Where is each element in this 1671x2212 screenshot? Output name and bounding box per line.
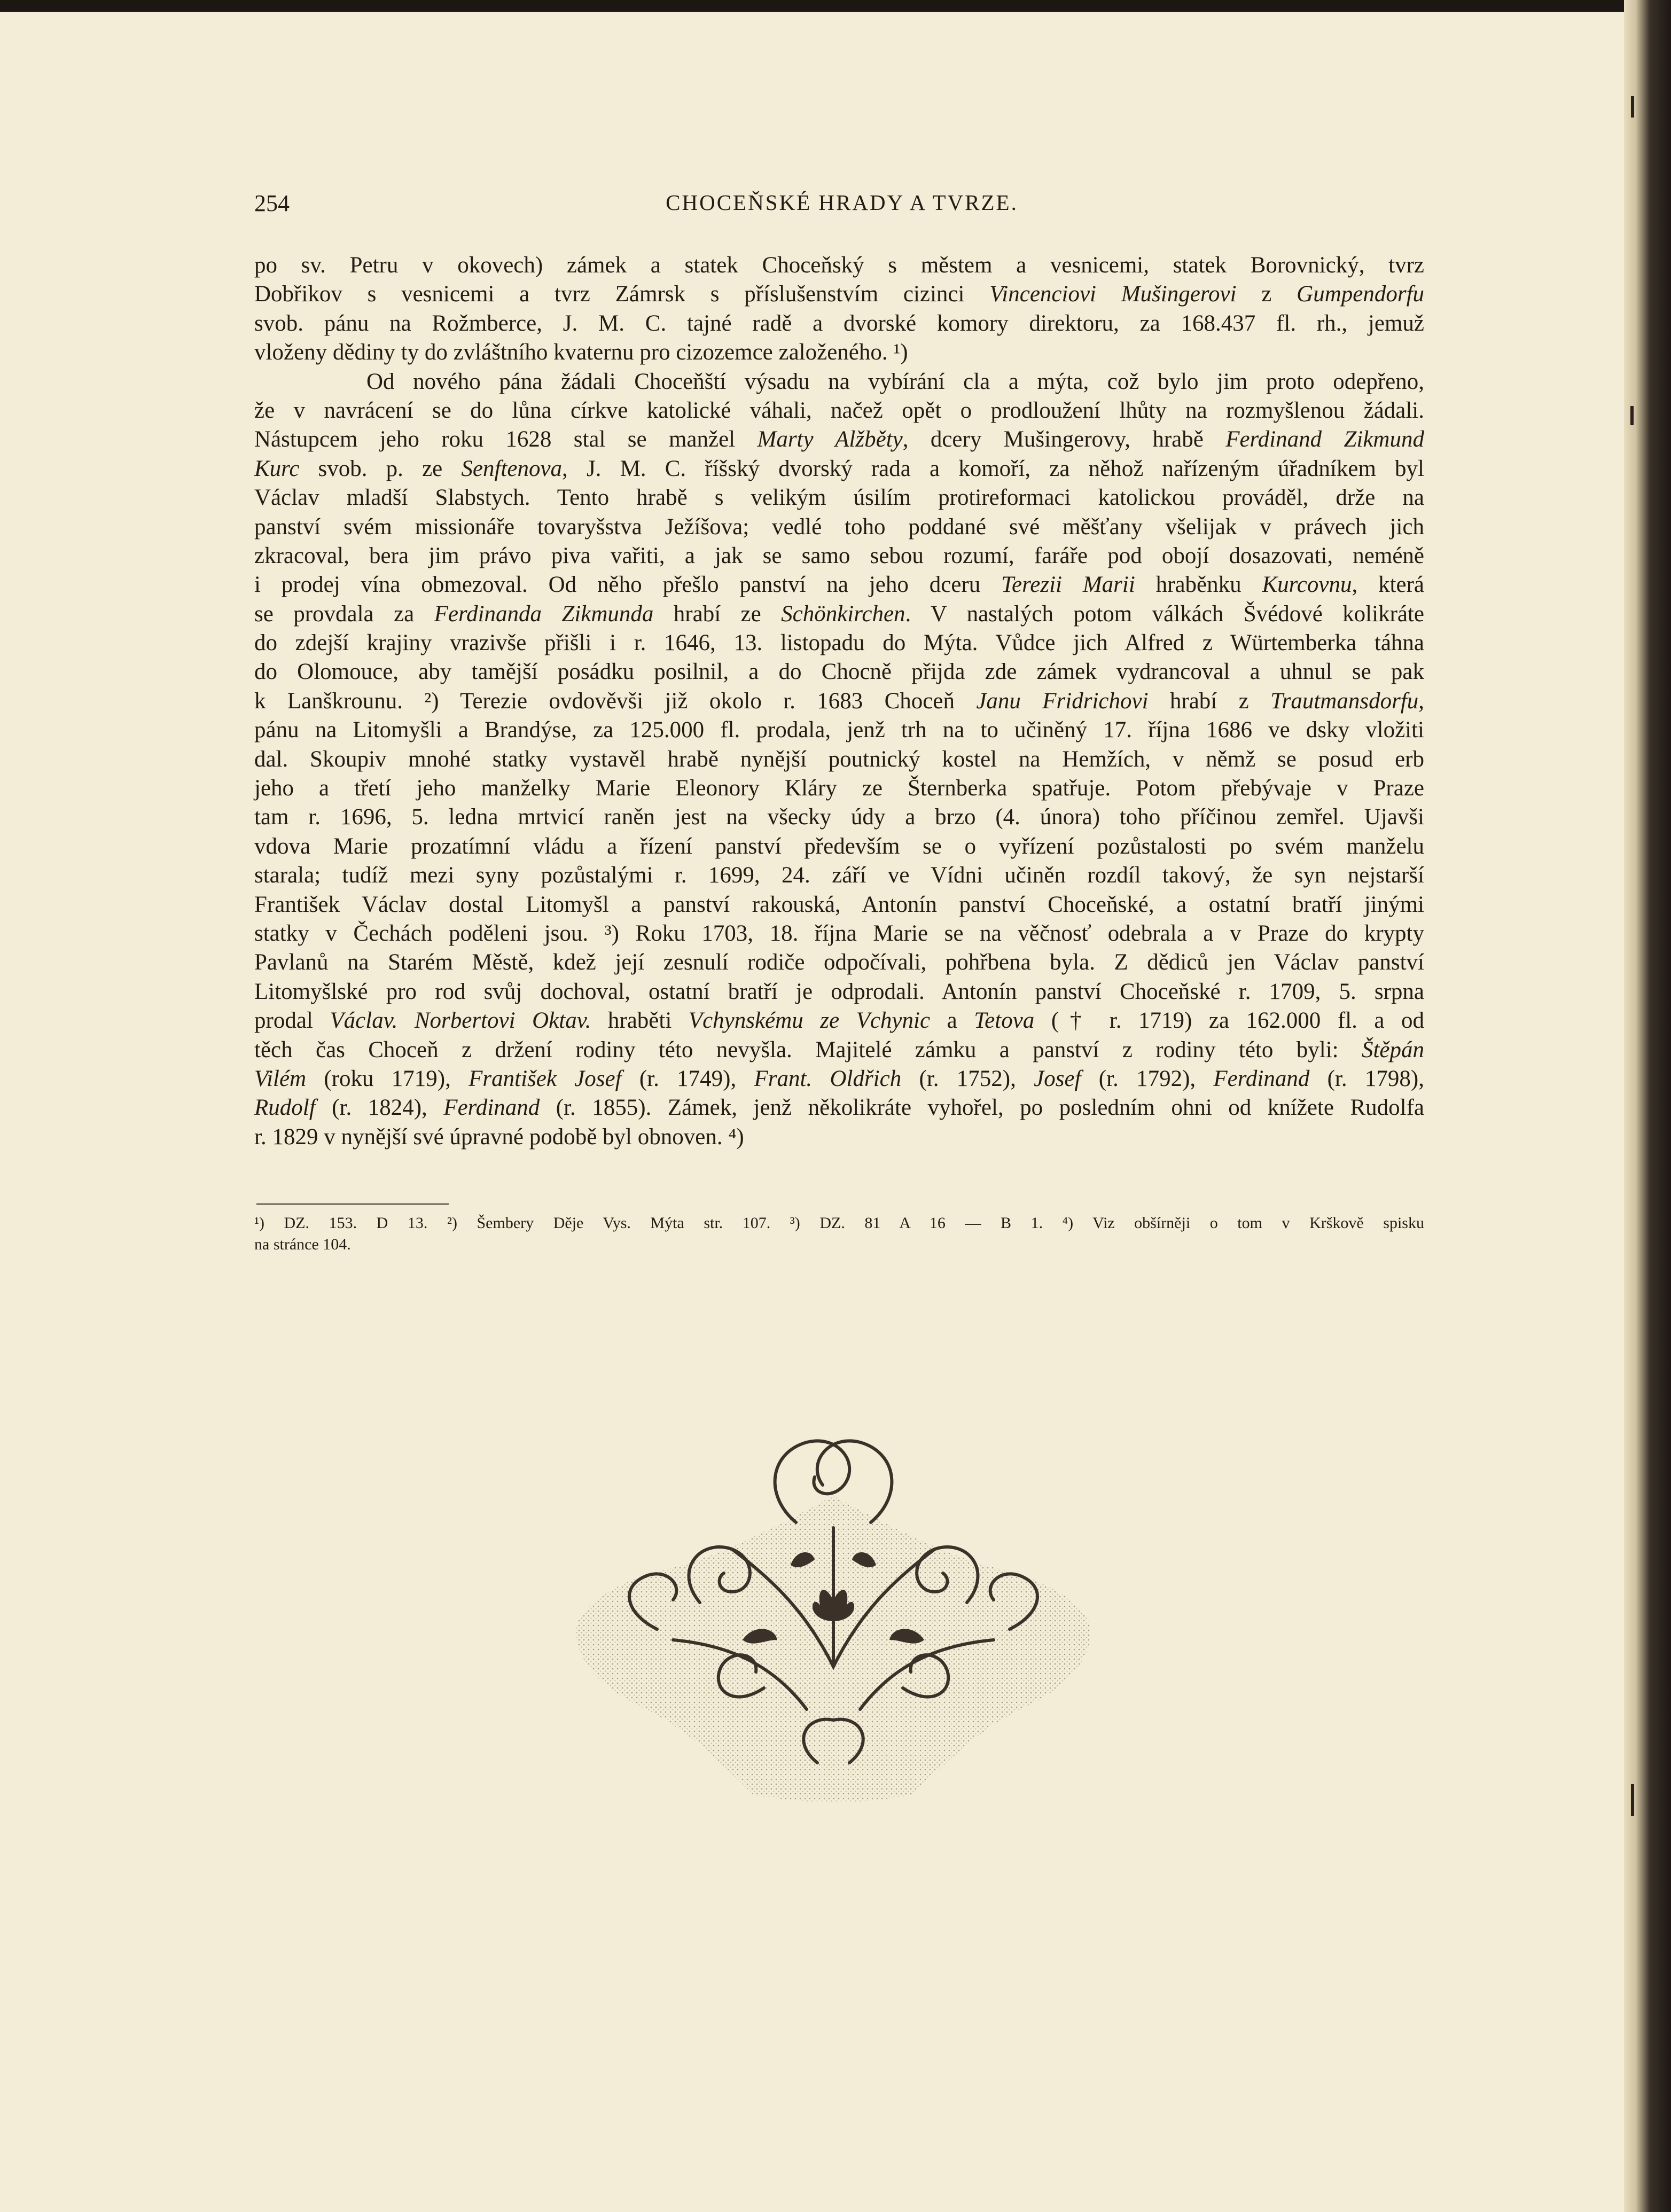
text-run: jeho a třetí jeho manželky Marie Eleonory Kláry ze Šternberka spatřuje. Potom přebývaje v Praze xyxy=(254,776,1424,801)
text-run: panství svém missionáře tovaryšstva Ježíšova; vedlé toho poddané své měšťany všelijak v právech jich xyxy=(254,514,1424,540)
text-run: Nástupcem jeho roku 1628 stal se manžel xyxy=(254,427,758,452)
text-line xyxy=(254,861,1424,890)
text-line xyxy=(254,658,1424,686)
text-run: vloženy dědiny ty do zvláštního kvaternu pro cizozemce založeného. ¹) xyxy=(254,340,908,365)
chapter-title: CHOCEŇSKÉ HRADY A TVRZE. xyxy=(666,190,1018,215)
italic-name: Kurc xyxy=(254,456,300,481)
text-run: že v navrácení se do lůna církve katolické váhali, načež opět o prodloužení lhůty na rozmyšlenou žádali. xyxy=(254,397,1424,423)
italic-name: Gumpendorfu xyxy=(1297,282,1425,307)
italic-name: Václav. Norbertovi Oktav. xyxy=(330,1008,591,1034)
text-run: na stránce 104. xyxy=(254,1236,351,1253)
text-run: , dcery Mušingerovy, hrabě xyxy=(902,427,1226,452)
text-line xyxy=(254,570,1424,599)
text-run: (r. 1824), xyxy=(315,1095,444,1121)
text-run: z xyxy=(1236,282,1297,307)
scan-right-edge xyxy=(1624,0,1671,2212)
text-run: do zdejší krajiny vrazivše přišli i r. 1646, 13. listopadu do Mýta. Vůdce jich Alfred z Würtemberka táhna xyxy=(254,630,1424,656)
binding-mark xyxy=(1631,96,1634,118)
text-line xyxy=(254,832,1424,861)
text-run: (r. 1798), xyxy=(1309,1066,1424,1091)
text-run: se provdala za xyxy=(254,601,434,627)
text-run: (r. 1792), xyxy=(1081,1066,1214,1091)
text-line xyxy=(254,1065,1424,1093)
text-line xyxy=(254,600,1424,629)
text-run: hraběti xyxy=(591,1008,689,1034)
italic-name: Tetova xyxy=(974,1008,1035,1034)
text-run: po sv. Petru v okovech) zámek a statek Choceňský s městem a vesnicemi, statek Borovnický, tvrz xyxy=(254,253,1424,278)
italic-name: Frant. Oldřich xyxy=(754,1066,902,1091)
text-run: k Lanškrounu. ²) Terezie ovdověvši již okolo r. 1683 Choceň xyxy=(254,688,977,714)
italic-name: Ferdinand xyxy=(443,1095,540,1121)
text-line xyxy=(254,483,1424,512)
text-run: svob. p. ze xyxy=(299,456,462,481)
text-run: i prodej vína obmezoval. Od něho přešlo panství na jeho dceru xyxy=(254,572,1002,598)
italic-name: Schönkirchen xyxy=(781,601,905,627)
italic-name: Ferdinand xyxy=(1213,1066,1310,1091)
text-line xyxy=(254,513,1424,542)
text-run: dal. Skoupiv mnohé statky vystavěl hrabě nynější poutnický kostel na Hemžích, v němž se posud erb xyxy=(254,746,1424,772)
text-run: pánu na Litomyšli a Brandýse, za 125.000 fl. prodala, jenž trh na to učiněný 17. října 1686 ve dsky vložiti xyxy=(254,717,1424,743)
text-run: František Václav dostal Litomyšl a panství rakouská, Antonín panství Choceňské, a ostatní bratří jinými xyxy=(254,892,1424,917)
text-line xyxy=(254,542,1424,570)
text-line xyxy=(254,716,1424,745)
text-line xyxy=(254,774,1424,803)
italic-name: Janu Fridrichovi xyxy=(976,688,1149,714)
footnote-line xyxy=(254,1234,1424,1255)
text-line xyxy=(254,919,1424,948)
italic-name: Štěpán xyxy=(1361,1037,1424,1062)
text-run: (r. 1855). Zámek, jenž několikráte vyhořel, po posledním ohni od knížete Rudolfa xyxy=(540,1095,1424,1121)
italic-name: Vchynskému ze Vchynic xyxy=(688,1008,931,1034)
body-text xyxy=(254,251,1424,1152)
text-line xyxy=(254,890,1424,919)
italic-name: Trautmansdorfu xyxy=(1270,688,1419,714)
text-run: († r. 1719) za 162.000 fl. a od xyxy=(1034,1008,1424,1034)
text-run: vdova Marie prozatímní vládu a řízení panství především se o vyřízení pozůstalosti po svém manželu xyxy=(254,833,1424,859)
italic-name: Vincenciovi Mušingerovi xyxy=(989,282,1237,307)
text-run: . V nastalých potom válkách Švédové kolikráte xyxy=(905,601,1425,627)
footnote-line xyxy=(254,1213,1424,1234)
text-line xyxy=(254,396,1424,425)
text-run: (r. 1752), xyxy=(901,1066,1034,1091)
italic-name: Vilém xyxy=(254,1066,307,1091)
text-line xyxy=(254,368,1424,396)
text-line xyxy=(254,948,1424,977)
text-run: do Olomouce, aby tamější posádku posilnil, a do Chocně přijda zde zámek vydrancoval a uhnul se pak xyxy=(254,659,1424,685)
text-run: svob. pánu na Rožmberce, J. M. C. tajné radě a dvorské komory direktoru, za 168.437 fl. rh., jemuž xyxy=(254,310,1424,336)
text-run: starala; tudíž mezi syny pozůstalými r. 1699, 24. září ve Vídni učiněn rozdíl takový, že syn nejstarší xyxy=(254,863,1424,888)
text-run: Dobřikov s vesnicemi a tvrz Zámrsk s příslušenstvím cizinci xyxy=(254,282,990,307)
text-line xyxy=(254,280,1424,309)
text-run: hrabí z xyxy=(1148,688,1271,714)
text-run: těch čas Choceň z držení rodiny této nevyšla. Majitelé zámku a panství z rodiny této byli: xyxy=(254,1037,1362,1062)
italic-name: Ferdinand Zikmund xyxy=(1225,427,1424,452)
text-line xyxy=(254,1036,1424,1065)
text-run: Pavlanů na Starém Městě, kdež její zesnulí rodiče odpočívali, pohřbena byla. Z dědiců jen Václav panství xyxy=(254,950,1424,975)
text-line xyxy=(254,978,1424,1006)
italic-name: Josef xyxy=(1034,1066,1081,1091)
text-run: Od nového pána žádali Choceňští výsadu na vybírání cla a mýta, což bylo jim proto odepřeno, xyxy=(366,369,1424,394)
italic-name: František Josef xyxy=(468,1066,622,1091)
text-run: (roku 1719), xyxy=(306,1066,469,1091)
text-run: prodal xyxy=(254,1008,330,1034)
text-run: Litomyšlské pro rod svůj dochoval, ostatní bratří je odprodali. Antonín panství Choceňské r. 1709, 5. srpna xyxy=(254,979,1424,1004)
italic-name: Rudolf xyxy=(254,1095,316,1121)
text-line xyxy=(254,425,1424,454)
text-run: hrabí ze xyxy=(653,601,782,627)
text-run: , která xyxy=(1352,572,1425,598)
text-line xyxy=(254,251,1424,280)
text-line xyxy=(254,338,1424,367)
footnote-rule xyxy=(256,1203,449,1205)
text-run: tam r. 1696, 5. ledna mrtvicí raněn jest na všecky údy a brzo (4. února) toho příčinou zemřel. Ujavši xyxy=(254,804,1424,830)
italic-name: Marty Alžběty xyxy=(757,427,903,452)
text-line xyxy=(254,1123,1424,1152)
text-run: , xyxy=(1418,688,1425,714)
page-number: 254 xyxy=(254,190,290,216)
text-run: hraběnku xyxy=(1135,572,1262,598)
text-run: a xyxy=(930,1008,974,1034)
text-line xyxy=(254,1006,1424,1035)
text-run: (r. 1749), xyxy=(621,1066,754,1091)
text-run: Václav mladší Slabstych. Tento hrabě s velikým úsilím protireformaci katolickou prováděl, drže na xyxy=(254,485,1424,511)
text-line xyxy=(254,309,1424,338)
text-line xyxy=(254,745,1424,774)
italic-name: Terezii Marii xyxy=(1001,572,1135,598)
binding-mark xyxy=(1630,406,1634,425)
text-line xyxy=(254,687,1424,716)
text-run: r. 1829 v nynější své úpravné podobě byl obnoven. ⁴) xyxy=(254,1124,744,1150)
text-line xyxy=(254,629,1424,658)
italic-name: Senftenova xyxy=(461,456,563,481)
footnotes xyxy=(254,1213,1424,1255)
text-line xyxy=(254,1093,1424,1122)
text-line xyxy=(254,803,1424,832)
text-line xyxy=(254,455,1424,483)
italic-name: Kurcovnu xyxy=(1262,572,1352,598)
floral-ornament xyxy=(540,1389,1127,1805)
text-run: ¹) DZ. 153. D 13. ²) Šembery Děje Vys. Mýta str. 107. ³) DZ. 81 A 16 — B 1. ⁴) Viz obšírněji o tom v Krškově spisku xyxy=(254,1214,1424,1232)
text-run: zkracoval, bera jim právo piva vařiti, a jak se samo sebou rozumí, faráře pod obojí dosazovati, neméně xyxy=(254,543,1424,568)
text-run: , J. M. C. říšský dvorský rada a komoří, za něhož nařízeným úřadníkem byl xyxy=(562,456,1425,481)
binding-mark xyxy=(1631,1784,1634,1816)
text-run: statky v Čechách poděleni jsou. ³) Roku 1703, 18. října Marie se na věčnosť odebrala a v Praze do krypty xyxy=(254,920,1424,946)
italic-name: Ferdinanda Zikmunda xyxy=(434,601,654,627)
running-head xyxy=(254,190,1430,232)
